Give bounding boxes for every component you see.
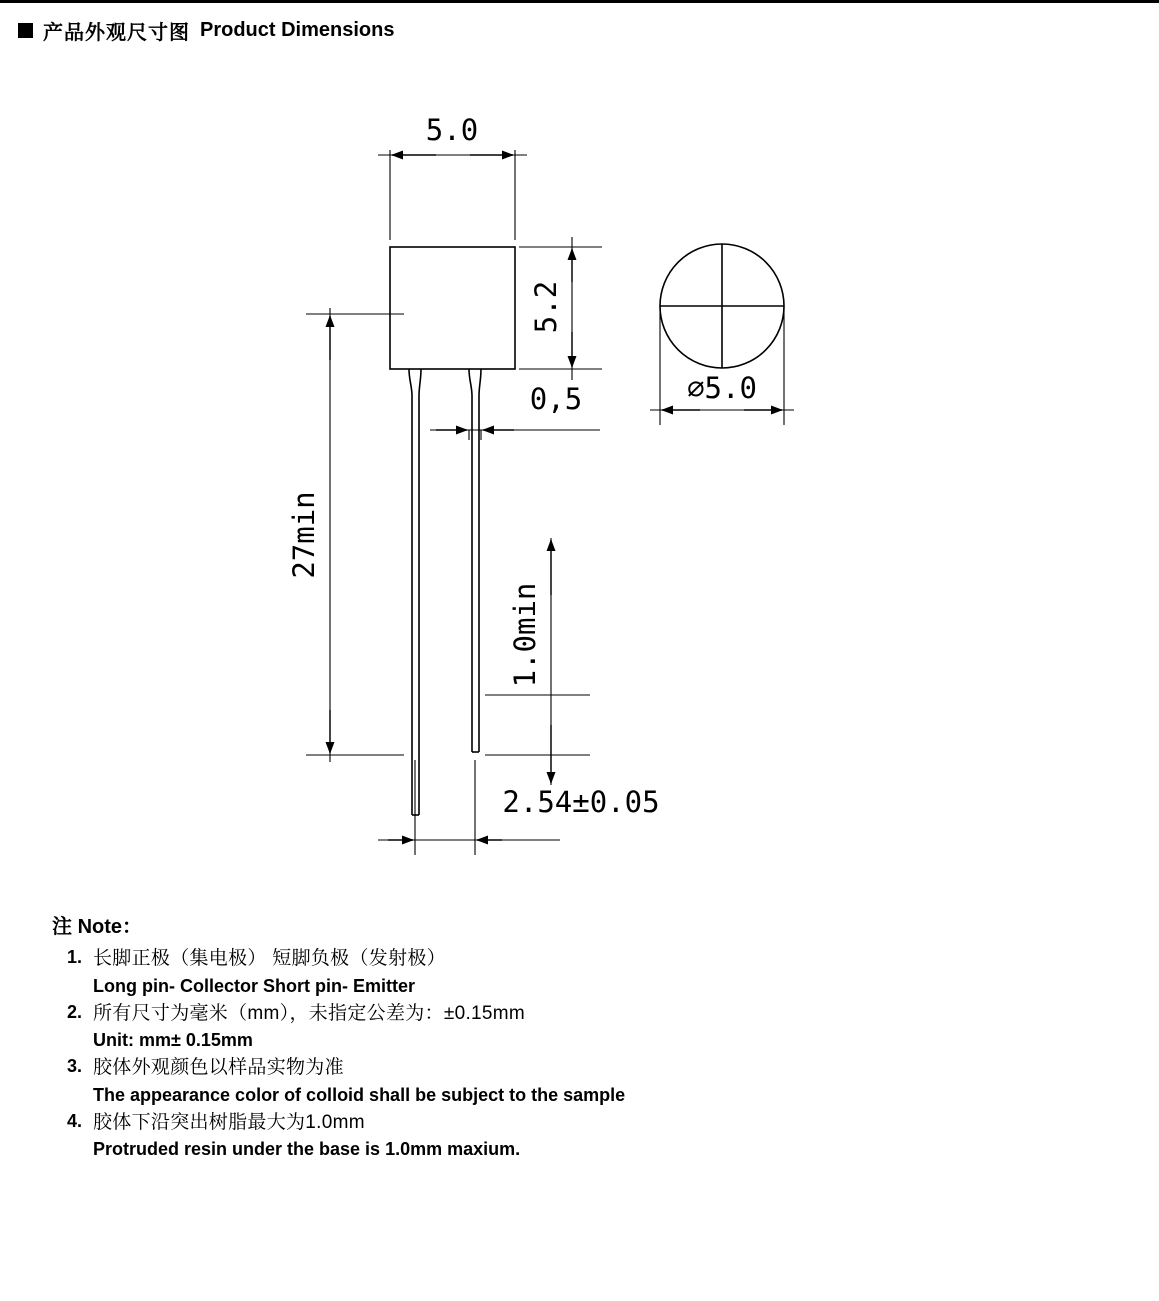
note-text-en: Long pin- Collector Short pin- Emitter (93, 975, 415, 996)
note-number: 4. (66, 1110, 82, 1131)
dimension-height-label: 5.2 (529, 280, 563, 334)
note-text-en: Unit: mm± 0.15mm (93, 1030, 253, 1051)
note-item (52, 1054, 1052, 1108)
notes-colon: ： (122, 916, 143, 938)
note-item (52, 1109, 1052, 1163)
dimension-long-lead-label: 27min (287, 491, 321, 579)
notes-section (52, 910, 1052, 1164)
notes-heading (52, 910, 1052, 939)
header-divider (0, 0, 1159, 3)
note-number: 2. (66, 1001, 82, 1022)
note-number: 3. (66, 1056, 82, 1077)
page-title-en: Product Dimensions (200, 19, 395, 41)
note-item (52, 1000, 1052, 1054)
dimension-pitch-label: 2.54±0.05 (502, 785, 660, 819)
page-header (18, 16, 394, 45)
note-text-cn: 胶体外观颜色以样品实物为准 (93, 1057, 344, 1079)
notes-label-cn: 注 (52, 916, 72, 938)
note-text-cn: 长脚正极（集电极） 短脚负极（发射极） (93, 948, 446, 969)
dimension-short-lead-label: 1.0min (508, 582, 542, 688)
product-dimension-drawing (0, 60, 1159, 890)
note-text-cn: 所有尺寸为毫米（mm），未指定公差为：±0.15mm (93, 1002, 526, 1024)
filled-square-icon (18, 23, 33, 38)
note-item (52, 945, 1052, 999)
dimension-lead-width-label: 0,5 (529, 382, 583, 416)
dimension-width-label: 5.0 (425, 113, 479, 147)
page-title-cn: 产品外观尺寸图 (43, 22, 190, 44)
note-text-en: Protruded resin under the base is 1.0mm maxium. (93, 1139, 521, 1160)
note-number: 1. (66, 947, 82, 967)
notes-label-en: Note (77, 916, 123, 938)
dimension-diameter-label: ⌀5.0 (687, 371, 757, 405)
note-text-en: The appearance color of colloid shall be subject to the sample (93, 1084, 626, 1105)
note-text-cn: 胶体下沿突出树脂最大为1.0mm (93, 1111, 365, 1133)
